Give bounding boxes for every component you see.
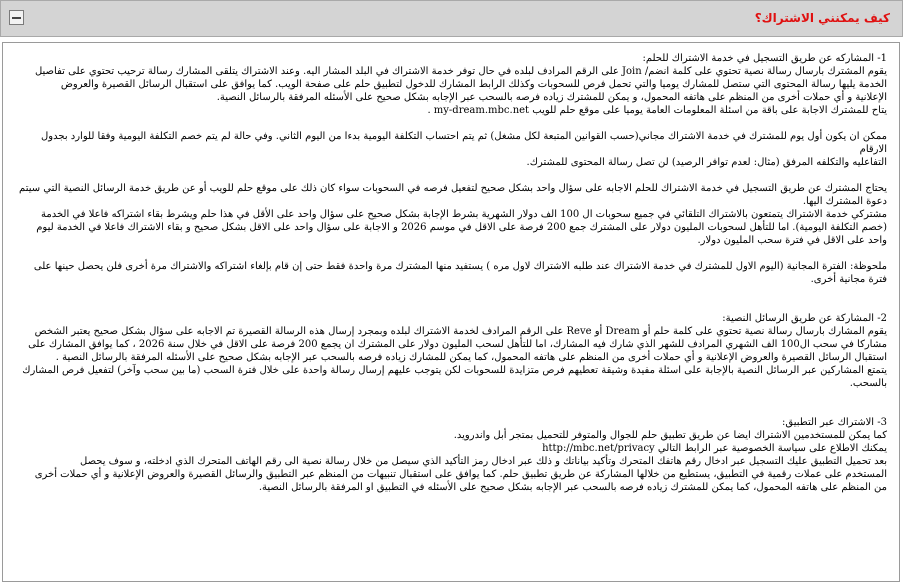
section-1-line: الإعلانية و أي حملات أخرى من المنظم على هاتفه المحمول، و يمكن للمشترك زياده فرصه بالسحب عبر الإجابه بشكل صحيح على الأسئله المرفقة بالرسائل النصية. [216, 92, 887, 103]
section-2-line: يقوم المشارك بارسال رسالة نصية تحتوي على كلمة حلم أو Dream أو Reve على الرقم المرادف لخدمة الاشتراك لبلده وبمجرد إرسال هذه الرسالة القصيرة تم الاجابه على سؤال بشكل صحيح يعتبر الشخص [34, 326, 887, 337]
faq-answer-panel [2, 42, 900, 582]
section-1-line: يقوم المشترك بارسال رسالة نصية تحتوي على كلمة انضم/ Join على الرقم المرادف لبلده في حال توفر خدمة الاشتراك في البلد المشار اليه. وعند الاشتراك يتلقى المشارك رسالة ترحيب تحتوي على تفاصيل [34, 66, 887, 77]
section-3-line: من المنظم على هاتفه المحمول، كما يمكن للمشترك زياده فرصه بالسحب عبر الإجابه بشكل صحيح على الأسئله في التطبيق او المرفقة بالرسائل النصية. [258, 482, 887, 493]
faq-answer-text [3, 43, 899, 494]
section-1-para2-line: ممكن ان يكون أول يوم للمشترك في خدمة الاشتراك مجاني(حسب القوانين المتبعة لكل مشغل) ثم يتم احتساب التكلفة اليومية بدءا من اليوم الثاني. وفي حالة لم يتم خصم التكلفة اليومية وفقا للوارد بجدول الارقام [41, 131, 887, 155]
section-1-title: 1- المشاركه عن طريق التسجيل في خدمة الاشتراك للحلم: [642, 53, 887, 64]
minus-icon [12, 17, 21, 19]
collapse-toggle-button[interactable] [9, 10, 24, 25]
section-1-para2-line: التفاعليه والتكلفه المرفق (مثال: لعدم توافر الرصيد) لن تصل رسالة المحتوى للمشترك. [526, 157, 887, 168]
section-1-para3-line: واحد على الاقل في فترة سحب المليون دولار. [697, 235, 887, 246]
section-2-line: بالسحب. [849, 378, 887, 389]
section-3-line: يمكنك الاطلاع على سياسة الخصوصية عبر الرابط التالي http://mbc.net/privacy [542, 443, 887, 454]
faq-question-title: كيف يمكنني الاشتراك؟ [754, 11, 890, 25]
section-2-line: استقبال الرسائل القصيرة والعروض الإعلانية و أي حملات أخرى من المنظم على هاتفه المحمول، كما يمكن للمشارك زياده فرصه بالسحب عبر الإجابه بشكل صحيح على الأسئله المرفقة بالرسائل النصية . [55, 352, 887, 363]
section-1-note-line: فترة مجانية أخرى. [810, 274, 887, 285]
section-3-title: 3- الاشتراك عبر التطبيق: [782, 417, 887, 428]
section-2-line: يتمتع المشاركين عبر الرسائل النصية بالإجابة على اسئلة مفيدة وشيقة تعطيهم فرص متزايدة للسحوبات لكن يتوجب عليهم إرسال رسالة واحدة على خلال فترة السحب (ما بين سحب وآخر) لتفعيل فرص المشارك [22, 365, 887, 376]
section-2-line: مشاركا في سحب ال100 الف الشهري المرادف للشهر الذي شارك فيه المشارك، اما للتأهل لسحب المليون دولار على المشترك ان يجمع 200 فرصة على الاقل في خلال سنة 2026 ، كما يوافق المشارك على [28, 339, 887, 350]
section-1-para3-line: دعوة المشترك اليها. [802, 196, 887, 207]
section-3-line: المستخدم على عملات رقمية في التطبيق، يستطيع من خلالها المشاركة عن طريق تطبيق حلم. كما يوافق على استقبال تنبيهات من المنظم عبر التطبيق والرسائل القصيرة والعروض الإعلانية و أي حملات أخرى [34, 469, 887, 480]
section-1-line: يتاح للمشترك الاجابة على باقة من اسئلة المعلومات العامة يوميا على موقع حلم للويب my-dream.mbc.net . [427, 105, 887, 116]
section-1-para3-line: يحتاج المشترك عن طريق التسجيل في خدمة الاشتراك للحلم الاجابه على سؤال واحد بشكل صحيح لتفعيل فرصه في السحوبات سواء كان ذلك على موقع حلم للويب أو عن طريق خدمة الرسائل النصية التي سيتم [19, 183, 887, 194]
section-2-title: 2- المشاركة عن طريق الرسائل النصية: [722, 313, 887, 324]
section-3-line: كما يمكن للمستخدمين الاشتراك ايضا عن طريق تطبيق حلم للجوال والمتوفر للتحميل بمتجر أبل واندرويد. [453, 430, 887, 441]
faq-header[interactable] [0, 0, 903, 37]
section-1-para3-line: (خصم التكلفة اليومية). اما للتأهل لسحوبات المليون دولار على المشترك جمع 200 فرصة على الاقل في موسم 2026 و الاجابة على سؤال واحد على الاقل بشكل صحيح و بقاء الاشتراك فاعلا في الخدمة ليوم [36, 222, 887, 233]
section-3-line: بعد تحميل التطبيق عليك التسجيل عبر ادخال رقم هاتفك المتحرك وتأكيد بياناتك و ذلك عبر ادخال رمز التأكيد الذي سيصل من خلال رسالة نصية الى رقم الهاتف المتحرك الذي ادخلته، و سوف يحصل [80, 456, 887, 467]
section-1-line: الخدمة يليها رسالة المحتوى التي ستصل للمشارك يوميا والتي تحمل فرص للسحوبات وكذلك الرابط المشارك للدخول لتطبيق حلم على صفحة الويب. كما يوافق على استقبال الرسائل القصيرة والعروض [60, 79, 887, 90]
section-1-para3-line: مشتركي خدمة الاشتراك يتمتعون بالاشتراك التلقائي في جميع سحوبات ال 100 الف دولار الشهرية بشرط الإجابة بشكل صحيح على سؤال واحد على الأقل في هذا حلم ويشرط بقاء اشتراكه فاعلا في الخدمة [40, 209, 887, 220]
section-1-note-line: ملحوظة: الفترة المجانية (اليوم الاول للمشترك في خدمة الاشتراك عند طلبه الاشتراك لاول مره ) يستفيد منها المشترك مرة واحدة فقط حتى إن قام بإلغاء اشتراكه والاشتراك مرة أخرى فلن يحصل حينها على [33, 261, 887, 272]
